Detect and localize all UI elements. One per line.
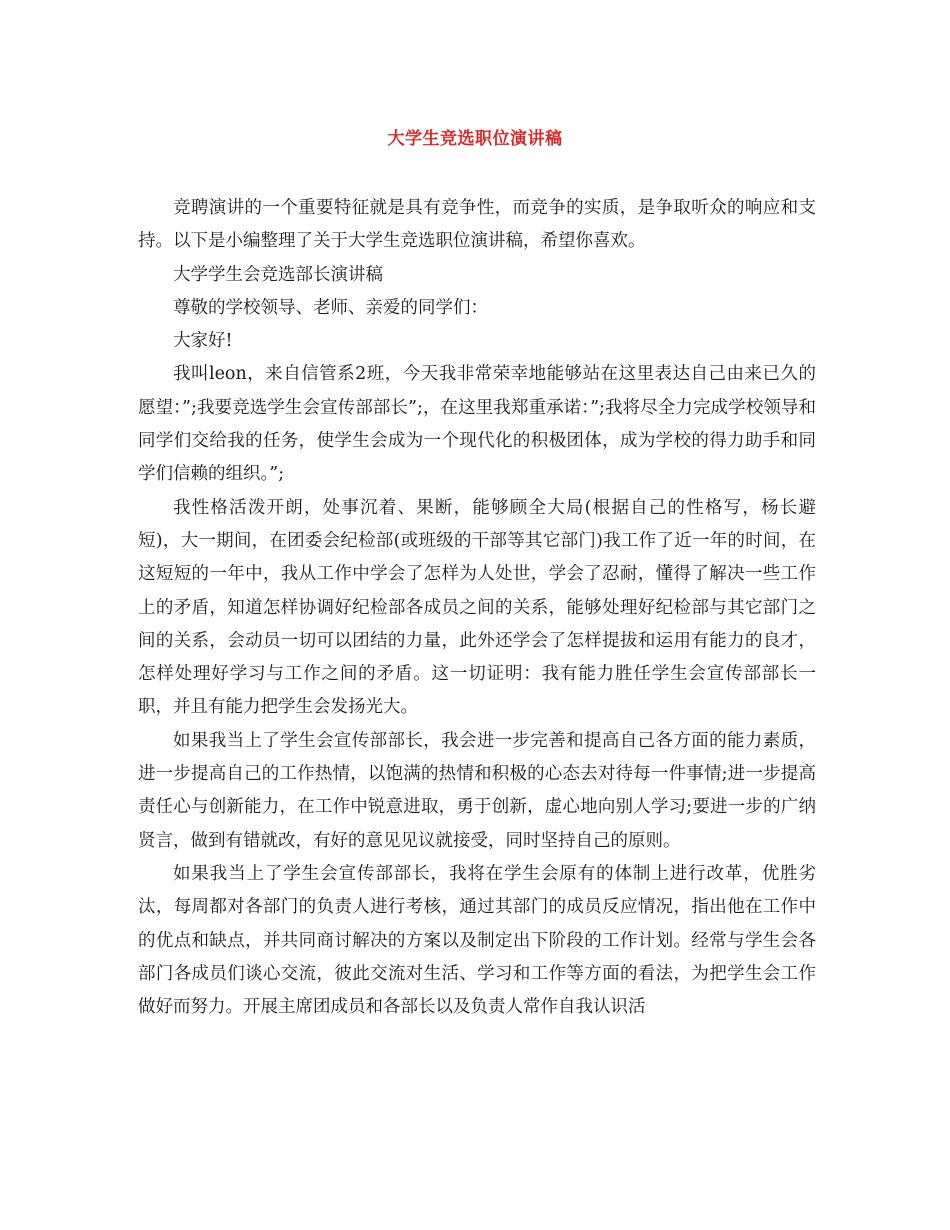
paragraph: 如果我当上了学生会宣传部部长，我将在学生会原有的体制上进行改革，优胜劣汰，每周都对各部门的负责人进行考核，通过其部门的成员反应情况，指出他在工作中的优点和缺点，并共同商讨解决的方案以及制定出下阶段的工作计划。经常与学生会各部门各成员们谈心交流，彼此交流对生活、学习和工作等方面的看法，为把学生会工作做好而努力。开展主席团成员和各部长以及负责人常作自我认识活 <box>138 863 816 1018</box>
document-title: 大学生竞选职位演讲稿 <box>387 129 563 149</box>
paragraph-greeting: 大家好! <box>173 331 233 352</box>
document-body <box>138 192 816 1024</box>
paragraph-intro: 竞聘演讲的一个重要特征就是具有竞争性，而竞争的实质，是争取听众的响应和支持。以下是小编整理了关于大学生竞选职位演讲稿，希望你喜欢。 <box>138 198 816 252</box>
paragraph-subtitle: 大学学生会竞选部长演讲稿 <box>173 264 383 285</box>
paragraph: 我叫leon，来自信管系2班，今天我非常荣幸地能够站在这里表达自己由来已久的愿望：”;我要竞选学生会宣传部部长”;，在这里我郑重承诺：”;我将尽全力完成学校领导和同学们交给我的任务，使学生会成为一个现代化的积极团体，成为学校的得力助手和同学们信赖的组织。”; <box>138 364 816 485</box>
paragraph-salutation: 尊敬的学校领导、老师、亲爱的同学们： <box>173 297 488 318</box>
paragraph: 如果我当上了学生会宣传部部长，我会进一步完善和提高自己各方面的能力素质，进一步提高自己的工作热情，以饱满的热情和积极的心态去对待每一件事情;进一步提高责任心与创新能力，在工作中锐意进取，勇于创新，虚心地向别人学习;要进一步的广纳贤言，做到有错就改，有好的意见见议就接受，同时坚持自己的原则。 <box>138 730 816 851</box>
paragraph: 我性格活泼开朗，处事沉着、果断，能够顾全大局(根据自己的性格写，杨长避短)，大一期间，在团委会纪检部(或班级的干部等其它部门)我工作了近一年的时间，在这短短的一年中，我从工作中学会了怎样为人处世，学会了忍耐，懂得了解决一些工作上的矛盾，知道怎样协调好纪检部各成员之间的关系，能够处理好纪检部与其它部门之间的关系，会动员一切可以团结的力量，此外还学会了怎样提拔和运用有能力的良才，怎样处理好学习与工作之间的矛盾。这一切证明：我有能力胜任学生会宣传部部长一职，并且有能力把学生会发扬光大。 <box>138 497 816 718</box>
